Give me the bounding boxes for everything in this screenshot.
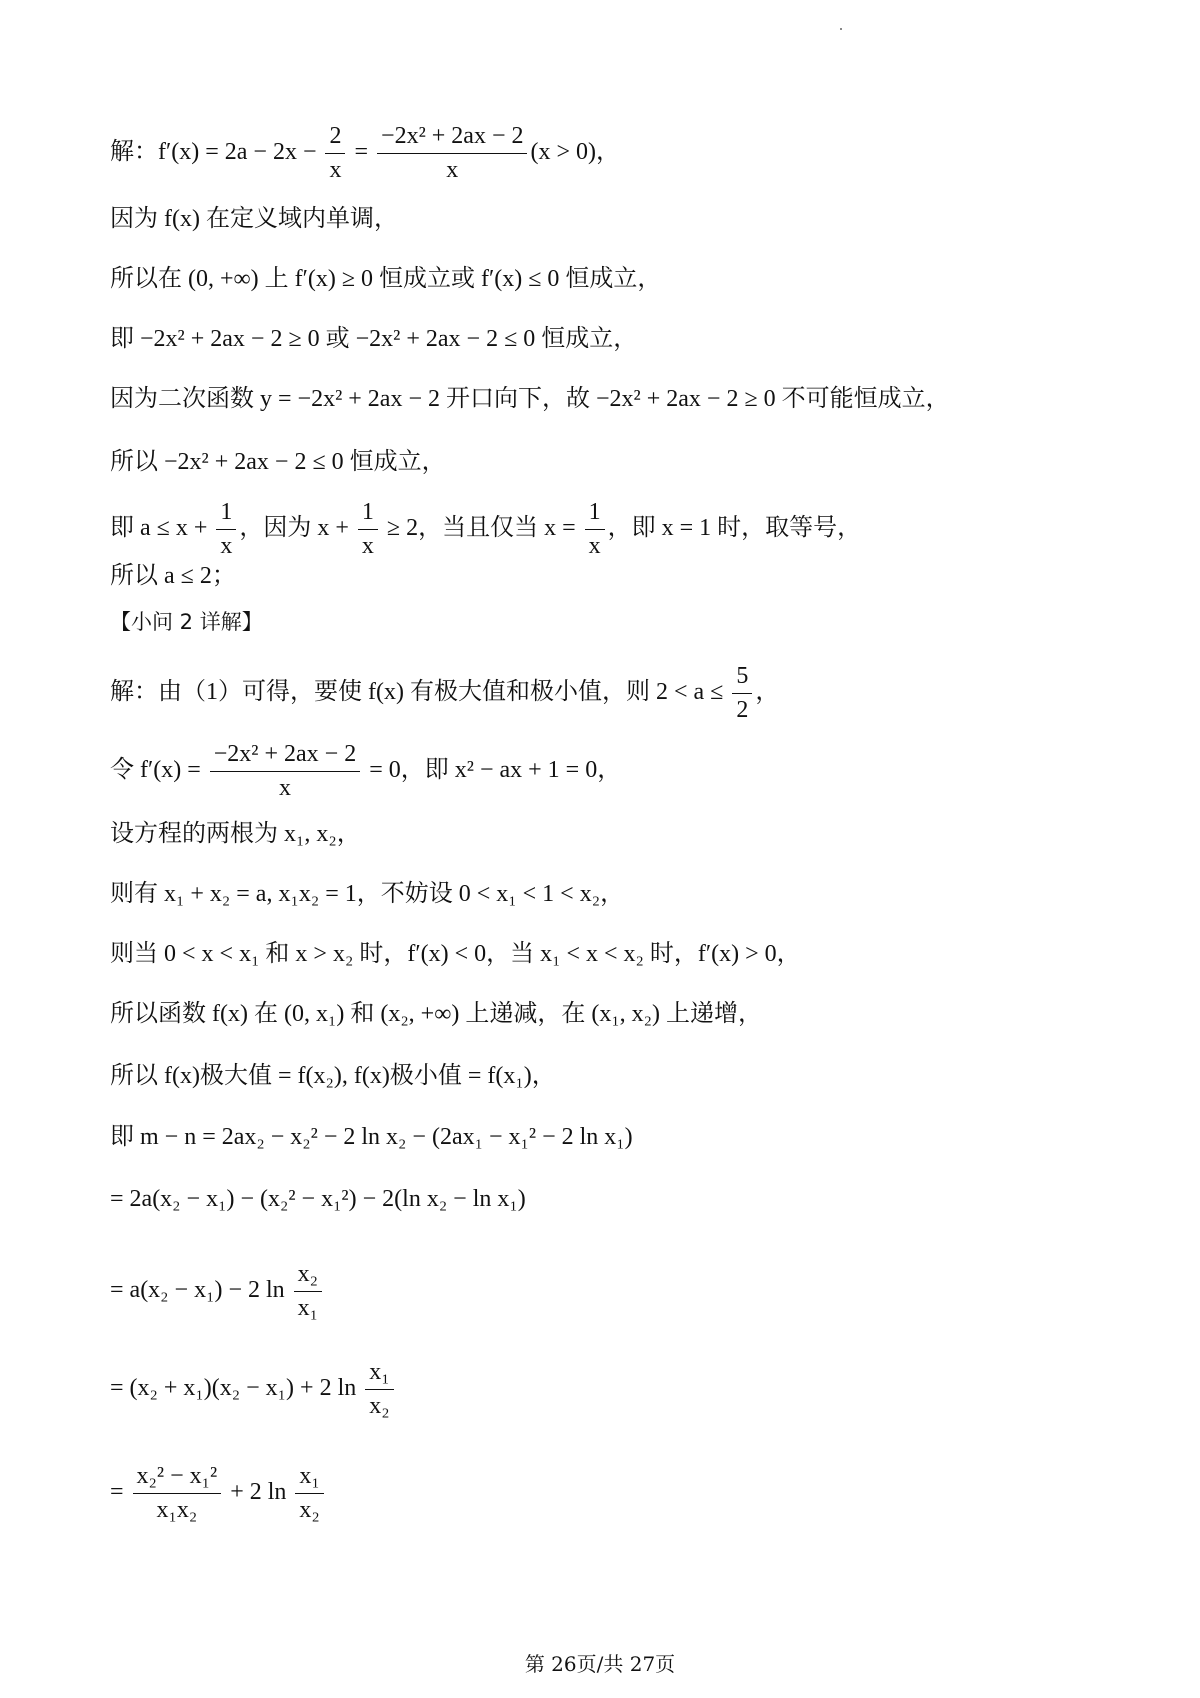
math-text: ，因为 x + [239, 514, 355, 541]
solution-line-20 [110, 1358, 397, 1421]
fraction-numerator: −2x² + 2ax − 2 [210, 740, 360, 772]
math-text: 即 a ≤ x + [110, 514, 214, 541]
math-text: ， [755, 678, 780, 705]
fraction [377, 122, 527, 185]
math-text: 即 m − n = 2ax₂ − x₂² − 2 ln x₂ − (2ax₁ − x₁² − 2 ln x₁) [110, 1124, 633, 1150]
math-text: 【小问 2 详解】 [110, 610, 263, 634]
fraction [295, 1462, 323, 1525]
fraction-numerator: −2x² + 2ax − 2 [377, 122, 527, 154]
fraction-numerator: x₂ [294, 1260, 322, 1292]
solution-line-1 [110, 122, 620, 185]
fraction [294, 1260, 322, 1323]
math-text: 令 f′(x) = [110, 756, 207, 783]
fraction-denominator: x₁x₂ [156, 1496, 198, 1523]
math-text: = 0，即 x² − ax + 1 = 0， [363, 756, 622, 783]
math-text: = 2a(x₂ − x₁) − (x₂² − x₁²) − 2(ln x₂ − ln x₁) [110, 1186, 526, 1212]
solution-line-21 [110, 1462, 327, 1525]
solution-line-6 [110, 448, 446, 477]
fraction [585, 498, 605, 561]
fraction-denominator: x₂ [369, 1392, 390, 1419]
fraction-denominator: x [329, 156, 342, 183]
fraction-numerator: x₁ [295, 1462, 323, 1494]
fraction [732, 662, 752, 725]
fraction-numerator: 2 [325, 122, 345, 154]
fraction-denominator: x [220, 532, 233, 559]
math-text: = [110, 1478, 130, 1505]
solution-line-8 [110, 562, 236, 591]
math-text: (x > 0)， [530, 138, 621, 165]
page-footer: 第 26页/共 27页 [524, 1652, 676, 1676]
math-text: 解： [110, 138, 158, 165]
fraction-denominator: x [278, 774, 291, 801]
math-text: 则当 0 < x < x₁ 和 x > x₂ 时，f′(x) < 0，当 x₁ < x < x₂ 时，f′(x) > 0， [110, 941, 801, 967]
solution-line-17 [110, 1123, 633, 1152]
solution-line-5 [110, 385, 950, 414]
math-text: 即 −2x² + 2ax − 2 ≥ 0 或 −2x² + 2ax − 2 ≤ 0 恒成立， [110, 326, 638, 352]
solution-line-18 [110, 1185, 526, 1214]
fraction-numerator: 1 [358, 498, 378, 530]
math-text: 所以 −2x² + 2ax − 2 ≤ 0 恒成立， [110, 449, 446, 475]
math-text: 所以在 (0, +∞) 上 f′(x) ≥ 0 恒成立或 f′(x) ≤ 0 恒成立， [110, 266, 662, 292]
fraction-denominator: x [446, 156, 459, 183]
fraction [358, 498, 378, 561]
fraction-numerator: x₂² − x₁² [133, 1462, 222, 1494]
math-text: ，即 x = 1 时，取等号， [607, 514, 862, 541]
solution-line-10 [110, 662, 779, 725]
math-text: 所以函数 f(x) 在 (0, x₁) 和 (x₂, +∞) 上递减，在 (x₁, x₂) 上递增， [110, 1001, 763, 1027]
fraction [216, 498, 236, 561]
math-text: 则有 x₁ + x₂ = a, x₁x₂ = 1，不妨设 0 < x₁ < 1 < x₂， [110, 881, 625, 907]
solution-line-16 [110, 1062, 556, 1091]
fraction-numerator: 5 [732, 662, 752, 694]
solution-line-15 [110, 1000, 762, 1029]
page-speck [840, 28, 842, 30]
math-text: 解：由（1）可得，要使 f(x) 有极大值和极小值，则 2 < a ≤ [110, 678, 730, 705]
fraction-numerator: 1 [585, 498, 605, 530]
fraction-numerator: 1 [216, 498, 236, 530]
math-text: ≥ 2，当且仅当 x = [380, 514, 582, 541]
fraction [210, 740, 360, 803]
math-text: 因为二次函数 y = −2x² + 2ax − 2 开口向下，故 −2x² + 2ax − 2 ≥ 0 不可能恒成立， [110, 386, 950, 412]
math-text: 所以 f(x)极大值 = f(x₂), f(x)极小值 = f(x₁)， [110, 1063, 556, 1089]
fraction [365, 1358, 393, 1421]
math-text: 因为 f(x) 在定义域内单调， [110, 206, 398, 232]
fraction-numerator: x₁ [365, 1358, 393, 1390]
math-text: f′(x) = 2a − 2x − [158, 138, 323, 165]
solution-line-7 [110, 498, 861, 561]
math-text: 所以 a ≤ 2； [110, 563, 236, 589]
solution-line-14 [110, 940, 801, 969]
solution-line-3 [110, 265, 661, 294]
solution-line-19 [110, 1260, 325, 1323]
subquestion-2-heading [110, 610, 263, 635]
fraction-denominator: x₂ [299, 1496, 320, 1523]
math-text: 设方程的两根为 x₁, x₂， [110, 821, 361, 847]
fraction-denominator: x [361, 532, 374, 559]
solution-line-11 [110, 740, 621, 803]
math-text: = (x₂ + x₁)(x₂ − x₁) + 2 ln [110, 1374, 363, 1401]
fraction-denominator: 2 [736, 696, 749, 723]
fraction-denominator: x₁ [297, 1294, 319, 1321]
solution-line-12 [110, 820, 361, 849]
fraction-denominator: x [588, 532, 601, 559]
fraction [133, 1462, 222, 1525]
fraction [325, 122, 345, 185]
solution-line-2 [110, 205, 398, 234]
math-text: + 2 ln [224, 1478, 293, 1505]
math-text: = a(x₂ − x₁) − 2 ln [110, 1276, 291, 1303]
solution-line-4 [110, 325, 637, 354]
math-text: = [348, 138, 375, 165]
solution-line-13 [110, 880, 624, 909]
